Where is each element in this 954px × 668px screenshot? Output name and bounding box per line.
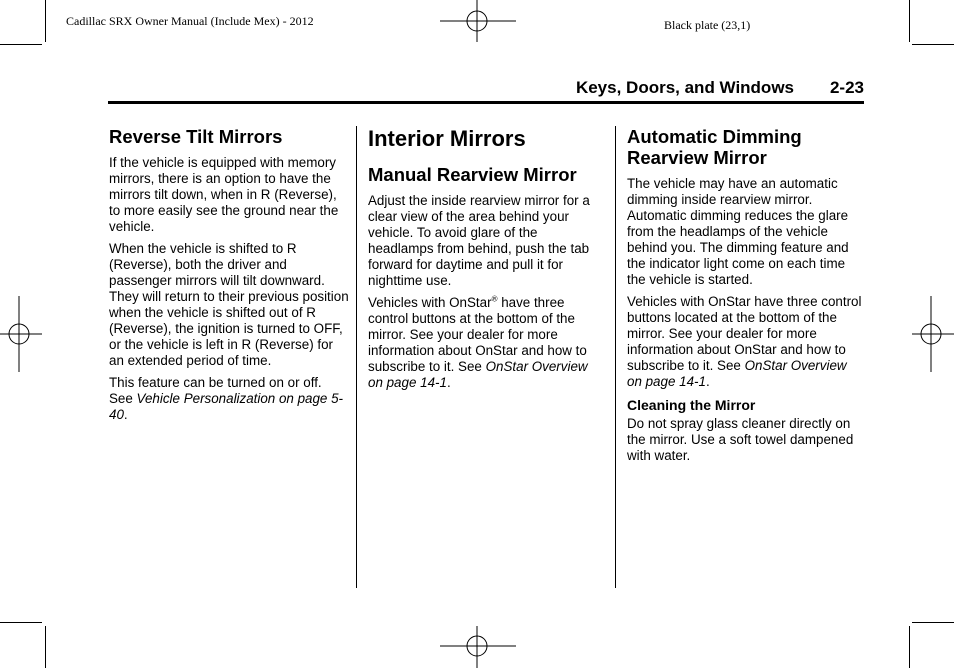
column-2 [368, 126, 600, 397]
paragraph: Adjust the inside rearview mirror for a clear view of the area behind your vehicle. To avoid glare of the headlamps from behind, push the tab forward for daytime and pull it for nighttime use. [368, 193, 590, 288]
text: . [705, 374, 710, 389]
text: Vehicles with OnStar [368, 295, 492, 310]
paragraph: Do not spray glass cleaner directly on the mirror. Use a soft towel dampened with water. [627, 416, 854, 463]
heading-reverse-tilt-mirrors: Reverse Tilt Mirrors [109, 126, 283, 147]
text: have three control buttons at the bottom of the mirror. See your dealer for more information about OnStar and how to subscribe to it. See [368, 295, 587, 374]
registration-target-top [440, 0, 516, 42]
column-divider [356, 126, 357, 588]
text: Vehicles with OnStar have three control buttons located at the bottom of the mirror. See your dealer for more information about OnStar and how to subscribe to it. See [627, 294, 862, 373]
registered-mark: ® [491, 294, 498, 304]
registration-target-right [912, 296, 954, 372]
heading-automatic-dimming-mirror: Automatic Dimming Rearview Mirror [627, 126, 802, 168]
registration-target-bottom [440, 626, 516, 668]
paragraph: If the vehicle is equipped with memory mirrors, there is an option to have the mirrors tilt down, when in R (Reverse), to more easily see the ground near the vehicle. [109, 155, 339, 234]
text: . [123, 407, 128, 422]
cross-reference: OnStar Overview on page 14-1 [368, 359, 588, 390]
paragraph [109, 375, 349, 423]
text: . [446, 375, 451, 390]
column-3 [627, 126, 863, 470]
text: This feature can be turned on or off. See [109, 375, 322, 406]
paragraph: When the vehicle is shifted to R (Reverse), both the driver and passenger mirrors will tilt downward. They will return to their previous position when the vehicle is shifted out of R (Reverse), the ignition is turned to OFF, or the vehicle is left in R (Reverse) for an extended period of time. [109, 241, 349, 368]
cross-reference: OnStar Overview on page 14-1 [627, 358, 847, 389]
document-title: Cadillac SRX Owner Manual (Include Mex) - 2012 [66, 14, 314, 28]
column-divider [615, 126, 616, 588]
paragraph [627, 294, 863, 390]
registration-target-left [0, 296, 42, 372]
paragraph: The vehicle may have an automatic dimming inside rearview mirror. Automatic dimming reduces the glare from the headlamps of the vehicle behind you. The dimming feature and the indicator light come on each time the vehicle is started. [627, 176, 849, 287]
plate-info: Black plate (23,1) [664, 18, 751, 32]
column-1 [109, 126, 349, 429]
paragraph [368, 295, 600, 391]
page-number: 2-23 [829, 78, 864, 97]
header-rule [108, 101, 864, 104]
cross-reference: Vehicle Personalization on page 5-40 [109, 391, 343, 422]
heading-interior-mirrors: Interior Mirrors [368, 126, 526, 151]
heading-manual-rearview-mirror: Manual Rearview Mirror [368, 164, 577, 185]
section-title: Keys, Doors, and Windows [575, 78, 794, 97]
heading-cleaning-the-mirror: Cleaning the Mirror [627, 397, 756, 413]
